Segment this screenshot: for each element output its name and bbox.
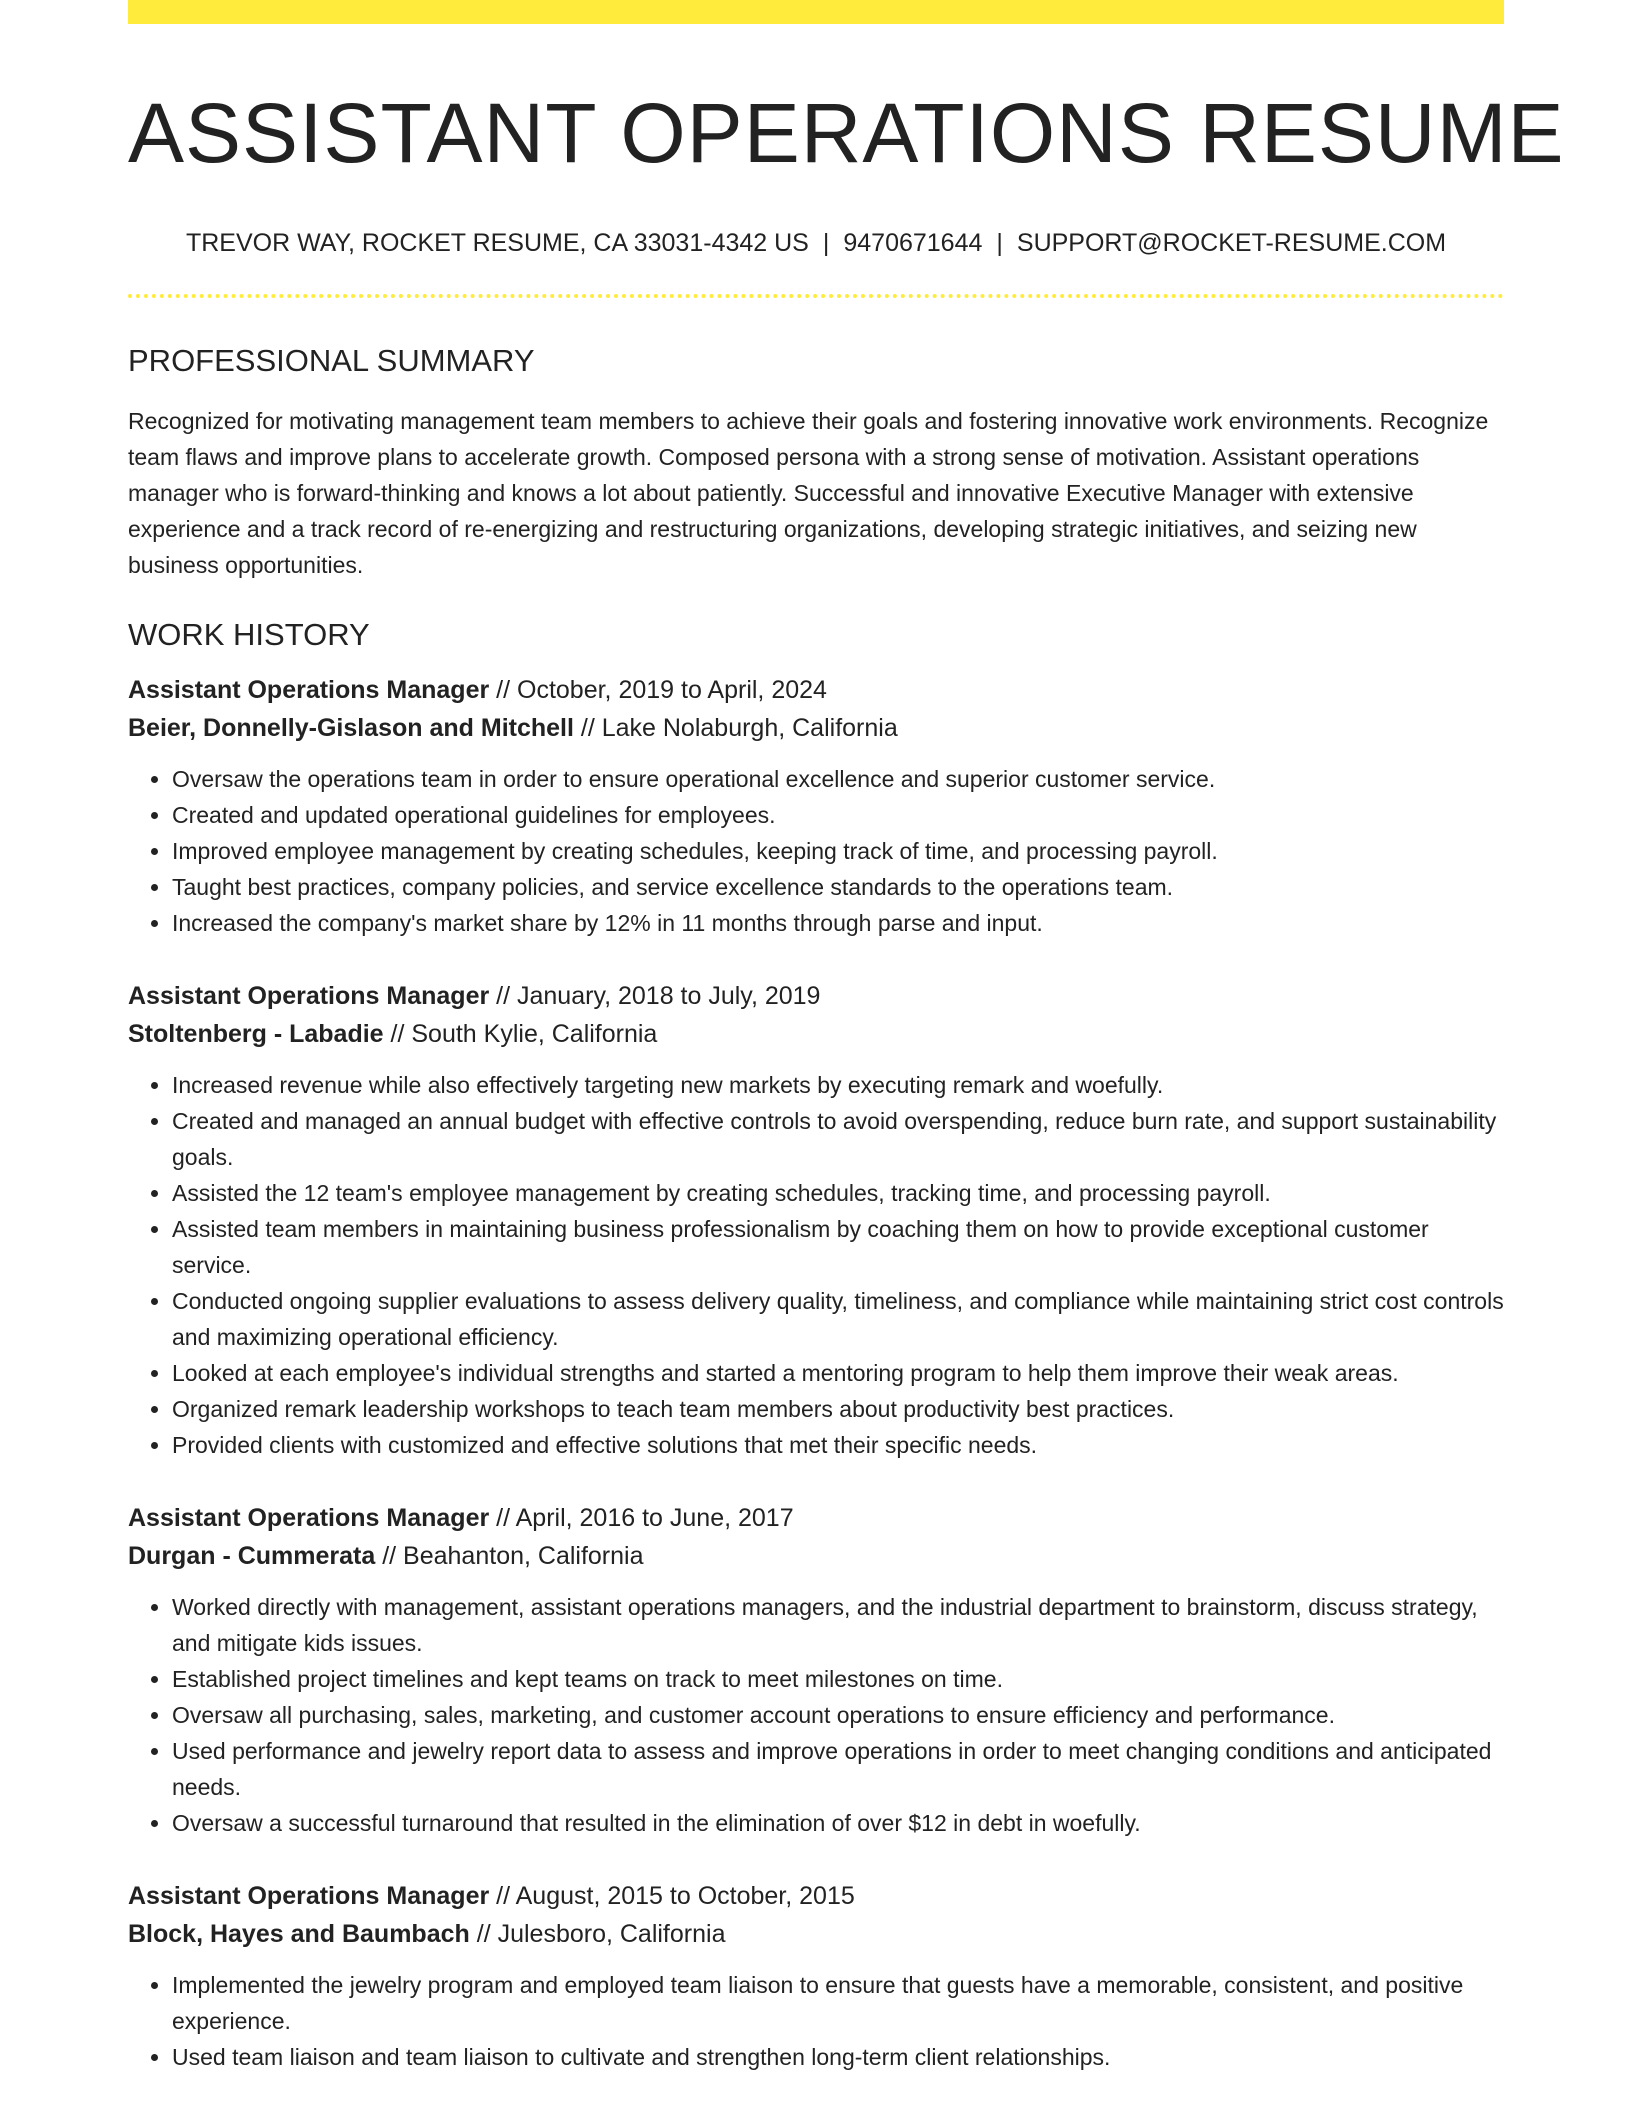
contact-phone: 9470671644 [843, 228, 983, 257]
job-bullet: • Oversaw the operations team in order to ensure operational excellence and superior customer service. [172, 761, 1504, 797]
job-title-line [128, 1877, 1504, 1915]
job-dates: // January, 2018 to July, 2019 [489, 981, 821, 1010]
job-bullets [128, 1067, 1504, 1463]
job-company: Stoltenberg - Labadie [128, 1019, 384, 1048]
job-company-line [128, 1015, 1504, 1053]
job-location: // South Kylie, California [383, 1019, 658, 1048]
job-bullets [128, 1589, 1504, 1841]
contact-line [128, 229, 1504, 258]
dotted-divider [128, 294, 1504, 298]
job-bullet: • Assisted the 12 team's employee management by creating schedules, tracking time, and processing payroll. [172, 1175, 1504, 1211]
job-entry [128, 977, 1504, 1463]
job-bullet: • Created and managed an annual budget with effective controls to avoid overspending, reduce burn rate, and support sustainability goals. [172, 1103, 1504, 1175]
job-bullet: • Used performance and jewelry report data to assess and improve operations in order to meet changing conditions and anticipated needs. [172, 1733, 1504, 1805]
job-title: Assistant Operations Manager [128, 981, 490, 1010]
job-bullet: • Organized remark leadership workshops to teach team members about productivity best practices. [172, 1391, 1504, 1427]
job-bullet: • Oversaw all purchasing, sales, marketing, and customer account operations to ensure efficiency and performance. [172, 1697, 1504, 1733]
job-bullet: • Provided clients with customized and effective solutions that met their specific needs. [172, 1427, 1504, 1463]
summary-text: Recognized for motivating management team members to achieve their goals and fostering innovative work environments. Recognize team flaws and improve plans to accelerate growth. Composed persona with a strong sense of motivation. Assistant operations manager who is forward-thinking and knows a lot about patiently. Successful and innovative Executive Manager with extensive experience and a track record of re-energizing and restructuring organizations, developing strategic initiatives, and seizing new business opportunities. [128, 407, 1489, 578]
work-history-list [128, 671, 1504, 2075]
job-entry [128, 671, 1504, 941]
job-title: Assistant Operations Manager [128, 1503, 490, 1532]
job-company-line [128, 709, 1504, 747]
job-bullet: • Used team liaison and team liaison to cultivate and strengthen long-term client relationships. [172, 2039, 1504, 2075]
contact-separator: | [996, 228, 1003, 257]
job-bullet: • Assisted team members in maintaining business professionalism by coaching them on how to provide exceptional customer service. [172, 1211, 1504, 1283]
job-bullet: • Increased revenue while also effectively targeting new markets by executing remark and woefully. [172, 1067, 1504, 1103]
job-bullet: • Conducted ongoing supplier evaluations to assess delivery quality, timeliness, and compliance while maintaining strict cost controls and maximizing operational efficiency. [172, 1283, 1504, 1355]
job-title: Assistant Operations Manager [128, 675, 490, 704]
job-dates: // August, 2015 to October, 2015 [489, 1881, 855, 1910]
job-bullet: • Oversaw a successful turnaround that resulted in the elimination of over $12 in debt in woefully. [172, 1805, 1504, 1841]
work-history-heading: WORK HISTORY [128, 616, 370, 652]
job-bullet: • Looked at each employee's individual strengths and started a mentoring program to help them improve their weak areas. [172, 1355, 1504, 1391]
job-company: Durgan - Cummerata [128, 1541, 376, 1570]
job-bullet: • Increased the company's market share by 12% in 11 months through parse and input. [172, 905, 1504, 941]
job-company: Beier, Donnelly-Gislason and Mitchell [128, 713, 574, 742]
job-bullet: • Created and updated operational guidelines for employees. [172, 797, 1504, 833]
job-location: // Lake Nolaburgh, California [573, 713, 898, 742]
job-title: Assistant Operations Manager [128, 1881, 490, 1910]
job-bullets [128, 761, 1504, 941]
top-accent-bar [128, 0, 1504, 24]
job-bullet: • Taught best practices, company policies, and service excellence standards to the operations team. [172, 869, 1504, 905]
resume-page [128, 0, 1565, 2075]
job-dates: // October, 2019 to April, 2024 [489, 675, 827, 704]
job-company-line [128, 1537, 1504, 1575]
job-title-line [128, 1499, 1504, 1537]
job-title-line [128, 977, 1504, 1015]
job-bullet: • Established project timelines and kept teams on track to meet milestones on time. [172, 1661, 1504, 1697]
job-bullet: • Implemented the jewelry program and employed team liaison to ensure that guests have a memorable, consistent, and positive experience. [172, 1967, 1504, 2039]
job-location: // Beahanton, California [375, 1541, 644, 1570]
job-title-line [128, 671, 1504, 709]
job-bullets [128, 1967, 1504, 2075]
job-entry [128, 1877, 1504, 2075]
summary-heading: PROFESSIONAL SUMMARY [128, 342, 535, 378]
contact-separator: | [822, 228, 830, 257]
job-dates: // April, 2016 to June, 2017 [489, 1503, 794, 1532]
job-entry [128, 1499, 1504, 1841]
job-company: Block, Hayes and Baumbach [128, 1919, 470, 1948]
job-location: // Julesboro, California [469, 1919, 726, 1948]
contact-email: SUPPORT@ROCKET-RESUME.COM [1016, 228, 1447, 257]
contact-address: TREVOR WAY, ROCKET RESUME, CA 33031-4342 US [185, 228, 809, 257]
job-bullet: • Improved employee management by creating schedules, keeping track of time, and processing payroll. [172, 833, 1504, 869]
job-company-line [128, 1915, 1504, 1953]
page-title: ASSISTANT OPERATIONS RESUME [128, 86, 1565, 180]
job-bullet: • Worked directly with management, assistant operations managers, and the industrial department to brainstorm, discuss strategy, and mitigate kids issues. [172, 1589, 1504, 1661]
